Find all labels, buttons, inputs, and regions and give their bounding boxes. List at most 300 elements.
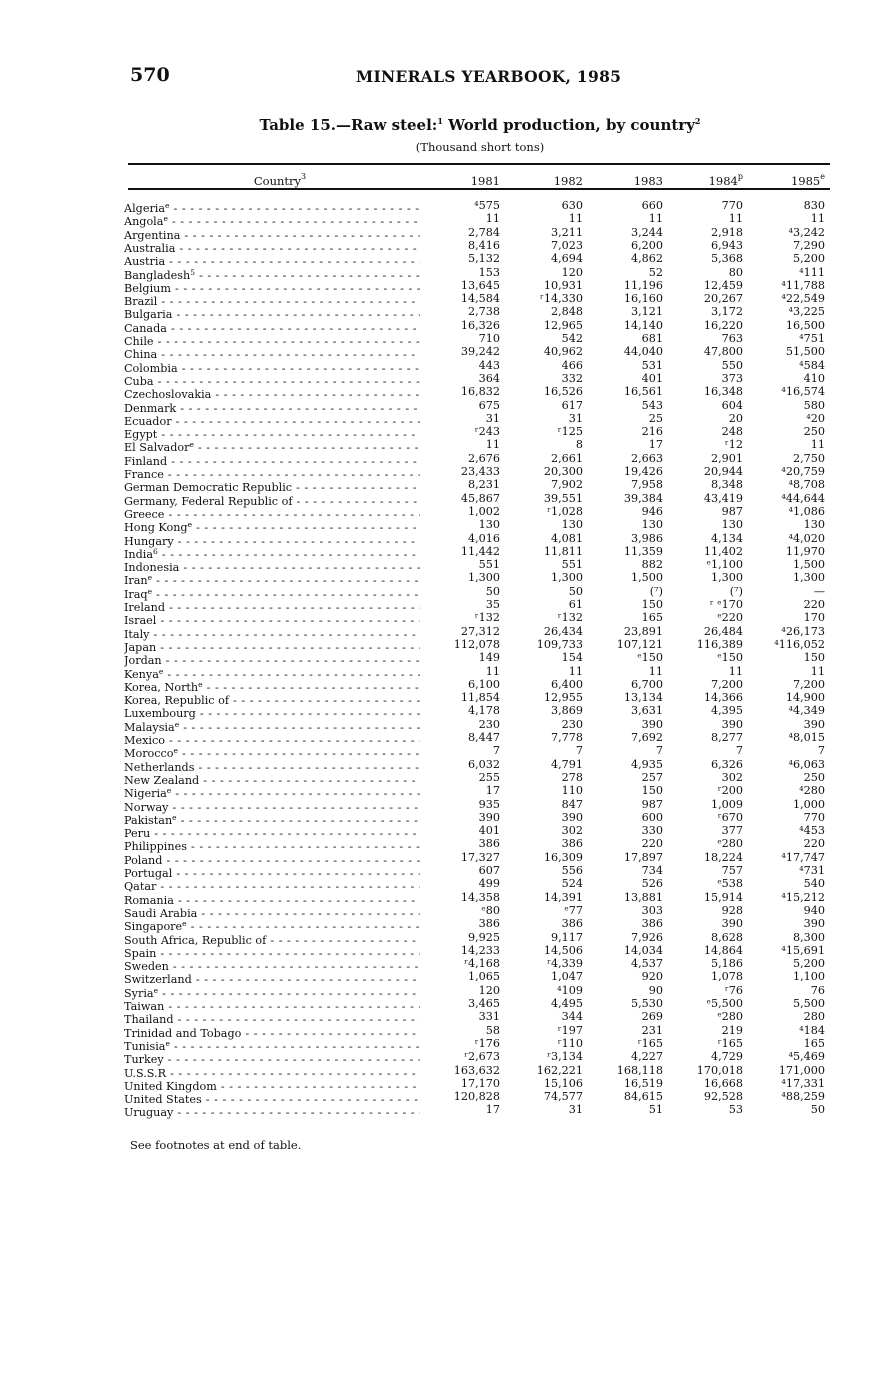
value-cell: 8,348 (710, 478, 743, 492)
value-cell: 220 (803, 598, 825, 611)
country-footnote-mark: e (165, 201, 170, 210)
value-cell: ʳ14,330 (539, 292, 583, 306)
value-cell: 35 (485, 598, 500, 611)
value-cell: 11 (485, 664, 500, 678)
value-cell: 303 (641, 903, 663, 917)
value-cell: 4,178 (467, 704, 500, 718)
value-cell: 987 (641, 797, 663, 811)
table-row (0, 704, 886, 721)
value-cell: 50 (568, 584, 583, 598)
country-name (124, 1103, 420, 1119)
value-cell: 7,902 (550, 478, 583, 492)
year-label: 1982 (553, 174, 583, 188)
value-cell: 17,897 (623, 850, 663, 864)
value-cell: 6,943 (710, 238, 743, 252)
value-cell: 13,645 (460, 278, 500, 292)
value-cell: 11 (728, 664, 743, 678)
country-label: Singapore (124, 920, 183, 934)
value-cell: 13,134 (623, 691, 663, 705)
country-label: Colombia (124, 361, 178, 375)
value-cell: 540 (803, 877, 825, 891)
country-footnote-mark: e (147, 573, 153, 583)
value-cell: 25 (648, 411, 663, 425)
value-cell: (⁷) (729, 584, 743, 598)
value-cell: 364 (478, 371, 500, 385)
value-cell: 16,500 (785, 318, 825, 332)
value-cell: 526 (641, 877, 663, 891)
value-cell: 466 (561, 358, 583, 372)
country-label: Korea, Republic of (124, 694, 229, 708)
value-cell: ⁴6,063 (788, 757, 825, 771)
value-cell: 53 (728, 1103, 743, 1117)
value-cell: 12,459 (703, 278, 743, 292)
value-cell: 499 (478, 877, 500, 891)
value-cell: 16,348 (703, 385, 743, 399)
value-cell: 2,848 (550, 305, 583, 319)
value-cell: 5,200 (792, 252, 825, 266)
table-row (0, 478, 886, 495)
value-cell: 3,244 (630, 225, 663, 239)
value-cell: 2,918 (710, 225, 743, 239)
table-row (0, 465, 886, 481)
value-cell: 551 (561, 558, 583, 572)
value-cell: 1,300 (710, 571, 743, 585)
country-label: Bangladesh (124, 268, 191, 282)
country-label: Greece (124, 507, 165, 521)
table-row (0, 1076, 886, 1093)
page-number: 570 (130, 64, 170, 86)
value-cell: ⁴8,708 (788, 478, 825, 492)
value-cell: 12,955 (543, 691, 583, 705)
country-label: Spain (124, 946, 157, 960)
value-cell: 31 (568, 1103, 583, 1117)
value-cell: 4,694 (550, 252, 583, 266)
value-cell: 16,309 (543, 850, 583, 864)
table-row (0, 797, 886, 814)
value-cell: ⁴15,212 (781, 890, 825, 904)
value-cell: 16,561 (623, 385, 663, 399)
value-cell: — (813, 584, 825, 598)
country-label: United Kingdom (124, 1079, 217, 1093)
value-cell: 4,791 (550, 757, 583, 771)
country-footnote-mark: e (153, 985, 159, 995)
value-cell: 11 (485, 438, 500, 452)
value-cell: 7,778 (550, 731, 583, 744)
value-cell: 40,962 (543, 345, 583, 359)
value-cell: 116,389 (696, 637, 743, 651)
value-cell: 410 (803, 371, 825, 385)
table-row (0, 332, 886, 348)
country-label: Argentina (124, 228, 181, 242)
country-label: Korea, North (124, 680, 199, 694)
value-cell: 757 (721, 864, 743, 877)
table-row (0, 784, 886, 801)
country-label: Czechoslovakia (124, 388, 212, 402)
value-cell: 8 (575, 438, 583, 452)
value-cell: 763 (721, 332, 743, 345)
value-cell: 20 (728, 411, 743, 425)
value-cell: 8,628 (710, 930, 743, 944)
value-cell: 11 (648, 212, 663, 226)
value-cell: 3,211 (550, 225, 583, 239)
value-cell: 109,733 (536, 637, 583, 651)
country-footnote-mark: e (173, 746, 178, 756)
country-footnote-mark: e (189, 440, 194, 450)
value-cell: 14,391 (543, 890, 583, 904)
value-cell: 1,009 (710, 797, 743, 811)
value-cell: 17,327 (460, 850, 500, 864)
value-cell: 11,811 (543, 544, 583, 558)
value-cell: 58 (485, 1023, 500, 1037)
table-row (0, 731, 886, 747)
value-cell: 7 (492, 744, 500, 758)
value-cell: 39,242 (460, 345, 500, 359)
table-row (0, 877, 886, 894)
value-cell: ʳ ᵉ170 (709, 598, 743, 611)
value-cell: 630 (561, 199, 583, 212)
country-label: Taiwan (124, 1000, 165, 1013)
value-cell: ʳ3,134 (547, 1050, 583, 1064)
value-cell: 74,577 (543, 1090, 583, 1104)
footnote-reference: See footnotes at end of table. (130, 1138, 302, 1152)
value-cell: 5,500 (792, 997, 825, 1010)
value-cell: 344 (561, 1010, 583, 1024)
value-cell: ⁴111 (799, 265, 825, 279)
country-footnote-mark: e (174, 719, 180, 729)
value-cell: 52 (648, 265, 663, 279)
value-cell: 5,368 (710, 252, 743, 266)
value-cell: 11 (810, 212, 825, 226)
value-cell: 7 (735, 744, 743, 758)
value-cell: 2,738 (467, 305, 500, 319)
table-row (0, 544, 886, 561)
value-cell: 542 (561, 332, 583, 345)
value-cell: 130 (721, 518, 743, 532)
value-cell: 162,221 (536, 1063, 583, 1077)
table-row (0, 677, 886, 694)
value-cell: 4,227 (630, 1050, 663, 1064)
country-label: Belgium (124, 281, 171, 295)
value-cell: 531 (641, 358, 663, 372)
value-cell: ⁴16,574 (781, 385, 825, 399)
country-label: Uruguay (124, 1106, 174, 1120)
value-cell: 524 (561, 877, 583, 891)
value-cell: 882 (641, 558, 663, 572)
value-cell: ᵉ5,500 (706, 997, 743, 1010)
country-label: Germany, Federal Republic of (124, 494, 293, 508)
country-label: Kenya (124, 667, 159, 681)
value-cell: 16,668 (703, 1076, 743, 1090)
value-cell: 26,484 (703, 624, 743, 638)
value-cell: ⁴109 (557, 983, 583, 997)
value-cell: 4,495 (550, 997, 583, 1010)
value-cell: 4,729 (710, 1050, 743, 1064)
value-cell: 9,117 (550, 930, 583, 944)
value-cell: ⁴116,052 (774, 637, 825, 651)
table-row (0, 212, 886, 229)
value-cell: 250 (803, 425, 825, 439)
value-cell: 390 (641, 717, 663, 731)
value-cell: 120 (478, 983, 500, 997)
value-cell: 7 (655, 744, 663, 758)
value-cell: ⁴20 (806, 411, 825, 425)
value-cell: 3,121 (630, 305, 663, 319)
value-cell: 386 (478, 837, 500, 851)
country-label: Pakistan (124, 813, 173, 827)
value-cell: 47,800 (703, 345, 743, 359)
country-label: South Africa, Republic of (124, 933, 267, 947)
table-row (0, 943, 886, 960)
value-cell: 7 (575, 744, 583, 758)
value-cell: 1,500 (630, 571, 663, 585)
country-label: Australia (124, 241, 176, 255)
value-cell: 11,854 (460, 691, 500, 705)
value-cell: 17 (648, 438, 663, 452)
table-row (0, 398, 886, 415)
table-row (0, 664, 886, 681)
value-cell: 269 (641, 1010, 663, 1024)
value-cell: 39,551 (543, 491, 583, 505)
value-cell: 946 (641, 504, 663, 518)
country-label: Malaysia (124, 720, 175, 734)
value-cell: 6,400 (550, 677, 583, 691)
column-header-year (745, 172, 825, 188)
value-cell: 165 (641, 611, 663, 625)
value-cell: 604 (721, 398, 743, 412)
value-cell: 1,078 (710, 970, 743, 984)
value-cell: 390 (561, 810, 583, 824)
value-cell: 987 (721, 504, 743, 518)
country-label: India (124, 547, 154, 561)
value-cell: 3,986 (630, 531, 663, 545)
country-label: Trinidad and Tobago (124, 1026, 242, 1040)
value-cell: 84,615 (623, 1090, 663, 1104)
value-cell: 302 (561, 824, 583, 838)
value-cell: 51,500 (785, 345, 825, 359)
value-cell: 6,700 (630, 677, 663, 691)
value-cell: 390 (478, 810, 500, 824)
table-title-main: Table 15.—Raw steel: (259, 116, 438, 134)
country-label: Canada (124, 321, 167, 335)
value-cell: 170,018 (696, 1063, 743, 1077)
value-cell: 14,900 (785, 691, 825, 705)
value-cell: ʳ176 (474, 1036, 500, 1050)
country-footnote-mark: 6 (153, 546, 158, 556)
value-cell: 61 (568, 598, 583, 611)
value-cell: 150 (803, 651, 825, 665)
value-cell: 11 (810, 664, 825, 678)
value-cell: 390 (721, 717, 743, 731)
table-row (0, 318, 886, 335)
value-cell: 11 (648, 664, 663, 678)
table-row (0, 864, 886, 880)
value-cell: ʳ165 (637, 1036, 663, 1050)
value-cell: 50 (810, 1103, 825, 1117)
value-cell: 550 (721, 358, 743, 372)
value-cell: 250 (803, 770, 825, 784)
value-cell: 386 (478, 917, 500, 931)
value-cell: 14,366 (703, 691, 743, 705)
value-cell: (⁷) (649, 584, 663, 598)
country-label: Brazil (124, 295, 158, 309)
value-cell: 4,016 (467, 531, 500, 545)
value-cell: ⁴5,469 (788, 1050, 825, 1064)
value-cell: 112,078 (453, 637, 500, 651)
value-cell: ᵉ538 (717, 877, 743, 891)
value-cell: 11 (485, 212, 500, 226)
value-cell: 92,528 (703, 1090, 743, 1104)
value-cell: ʳ197 (557, 1023, 583, 1037)
value-cell: 14,233 (460, 943, 500, 957)
country-label: German Democratic Republic (124, 481, 293, 495)
table-row (0, 651, 886, 668)
value-cell: 170 (803, 611, 825, 625)
column-header-year (663, 172, 743, 188)
value-cell: ⁴4,020 (788, 531, 825, 545)
country-label: Qatar (124, 880, 157, 894)
value-cell: 5,530 (630, 997, 663, 1010)
value-cell: 19,426 (623, 465, 663, 478)
value-cell: 16,526 (543, 385, 583, 399)
table-row (0, 252, 886, 269)
value-cell: 9,925 (467, 930, 500, 944)
table-row (0, 837, 886, 854)
table-row (0, 983, 886, 1000)
value-cell: 5,132 (467, 252, 500, 266)
value-cell: 6,100 (467, 677, 500, 691)
value-cell: 26,434 (543, 624, 583, 638)
country-label: Bulgaria (124, 308, 173, 322)
value-cell: ᵉ77 (564, 903, 583, 917)
country-label: Denmark (124, 401, 177, 415)
country-label: Italy (124, 627, 150, 641)
value-cell: 45,867 (460, 491, 500, 505)
value-cell: 90 (648, 983, 663, 997)
value-cell: 8,416 (467, 238, 500, 252)
value-cell: 16,326 (460, 318, 500, 332)
value-cell: 600 (641, 810, 663, 824)
country-label: France (124, 468, 164, 481)
value-cell: 16,519 (623, 1076, 663, 1090)
country-label: New Zealand (124, 773, 200, 787)
value-cell: 2,661 (550, 451, 583, 465)
value-cell: ⁴44,644 (781, 491, 825, 505)
value-cell: 734 (641, 864, 663, 877)
table-row (0, 717, 886, 734)
table-row (0, 903, 886, 920)
value-cell: ⁴3,242 (788, 225, 825, 239)
value-cell: ⁴17,747 (781, 850, 825, 864)
country-label: Israel (124, 614, 157, 628)
value-cell: ⁴575 (474, 199, 500, 212)
table-row (0, 358, 886, 375)
value-cell: ⁴453 (799, 824, 825, 838)
value-cell: 617 (561, 398, 583, 412)
value-cell: 373 (721, 371, 743, 385)
value-cell: 149 (478, 651, 500, 665)
value-cell: ʳ125 (557, 425, 583, 439)
value-cell: 4,081 (550, 531, 583, 545)
value-cell: 681 (641, 332, 663, 345)
value-cell: 11,402 (703, 544, 743, 558)
country-label: Thailand (124, 1013, 174, 1027)
value-cell: 8,231 (467, 478, 500, 492)
value-cell: 20,300 (543, 465, 583, 478)
table-row (0, 345, 886, 362)
value-cell: 8,300 (792, 930, 825, 944)
country-label: Iraq (124, 587, 148, 601)
value-cell: ʳ132 (557, 611, 583, 625)
value-cell: 3,465 (467, 997, 500, 1010)
value-cell: 168,118 (616, 1063, 663, 1077)
value-cell: 1,002 (467, 504, 500, 518)
country-label: El Salvador (124, 441, 190, 455)
table-row (0, 744, 886, 761)
table-row (0, 970, 886, 987)
table-row (0, 1023, 886, 1040)
value-cell: ʳ1,028 (547, 504, 583, 518)
value-cell: 920 (641, 970, 663, 984)
value-cell: 675 (478, 398, 500, 412)
column-header-country-label: Country (253, 174, 302, 188)
country-footnote-mark: e (158, 666, 164, 676)
country-footnote-mark: e (198, 679, 203, 689)
value-cell: ʳ165 (717, 1036, 743, 1050)
country-label: Japan (124, 640, 157, 654)
year-label: 1981 (470, 174, 500, 188)
value-cell: 18,224 (703, 850, 743, 864)
value-cell: 11 (728, 212, 743, 226)
value-cell: 770 (721, 199, 743, 212)
value-cell: 17 (485, 1103, 500, 1117)
country-label: United States (124, 1093, 202, 1107)
country-label: U.S.S.R (124, 1066, 167, 1080)
value-cell: 14,864 (703, 943, 743, 957)
value-cell: 386 (641, 917, 663, 931)
value-cell: 231 (641, 1023, 663, 1037)
value-cell: 257 (641, 770, 663, 784)
country-label: Philippines (124, 840, 187, 854)
value-cell: 17 (485, 784, 500, 798)
value-cell: 330 (641, 824, 663, 838)
table-row (0, 930, 886, 947)
value-cell: 43,419 (703, 491, 743, 505)
value-cell: 107,121 (616, 637, 663, 651)
value-cell: ⁴26,173 (781, 624, 825, 638)
table-row (0, 611, 886, 628)
table-top-rule (128, 163, 830, 165)
table-row (0, 1036, 886, 1053)
value-cell: 248 (721, 425, 743, 439)
column-header-year (583, 172, 663, 188)
country-label: Finland (124, 454, 168, 468)
value-cell: 150 (641, 784, 663, 798)
country-label: Poland (124, 853, 163, 867)
value-cell: ⁴88,259 (781, 1090, 825, 1104)
value-cell: 401 (641, 371, 663, 385)
value-cell: ʳ200 (717, 784, 743, 798)
value-cell: 110 (561, 784, 583, 798)
value-cell: 443 (478, 358, 500, 372)
table-title (130, 116, 830, 134)
table-row (0, 890, 886, 907)
value-cell: 1,300 (467, 571, 500, 585)
value-cell: ⁴731 (799, 864, 825, 877)
value-cell: 130 (478, 518, 500, 532)
country-label: Nigeria (124, 787, 167, 801)
value-cell: 7,692 (630, 731, 663, 744)
value-cell: 7,200 (710, 677, 743, 691)
